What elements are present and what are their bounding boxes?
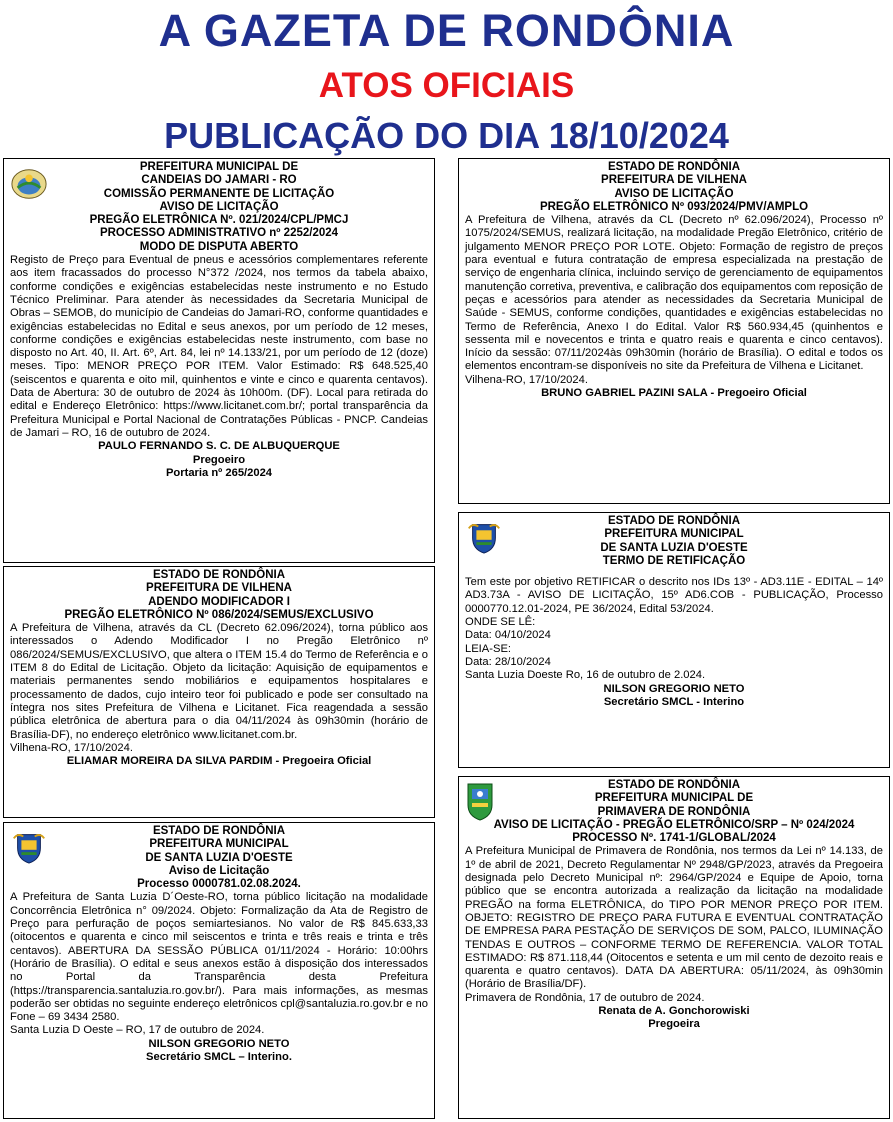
notice-heading: DE SANTA LUZIA D'OESTE (145, 851, 293, 864)
notice-primavera (458, 776, 890, 1119)
notice-heading: PREFEITURA DE VILHENA (601, 174, 747, 187)
signature-name: BRUNO GABRIEL PAZINI SALA - Pregoeiro Oficial (541, 387, 807, 400)
notice-vilhena-adendo (3, 566, 435, 818)
notice-heading: AVISO DE LICITAÇÃO (159, 200, 279, 213)
signature-name: ELIAMAR MOREIRA DA SILVA PARDIM - Pregoeira Oficial (66, 755, 372, 768)
notice-heading: ESTADO DE RONDÔNIA (152, 569, 286, 581)
santa-luzia-coat-of-arms-icon (465, 517, 503, 555)
notice-heading: CANDEIAS DO JAMARI - RO (141, 174, 297, 187)
notice-place-date: Vilhena-RO, 17/10/2024. (465, 373, 588, 386)
notice-place-date: Primavera de Rondônia, 17 de outubro de 2024. (465, 991, 705, 1004)
signature-role: Pregoeira (648, 1018, 700, 1031)
notice-heading: PREGÃO ELETRÔNICO Nº 086/2024/SEMUS/EXCLUSIVO (64, 608, 374, 621)
notice-body: A Prefeitura de Santa Luzia D´Oeste-RO, torna público licitação na modalidade Concorrência Eletrônica n° 09/2024. Objeto: Formalização da Ata de Registro de Preço para perfuração de poços semiartesianos. No valor de R$ 845.633,33 (oitocentos e quarenta e cinco mil seiscentos e trinta e três reais e trinta e três centavos). ABERTURA DA SESSÃO PÚBLICA 01/11/2024 - Horário: 10:00hrs (Horário de Brasília). O edital e seus anexos estão à disposição dos interessados no Portal da Transparência desta Prefeitura (https://transparencia.santaluzia.ro.gov.br/). Para mais informações, as mesmas poderão ser obtidas no seguinte endereço eletrônicos cpl@santaluzia.ro.gov.br e no Fone – 69 3434 2580. (10, 891, 428, 1024)
notice-heading: PROCESSO ADMINISTRATIVO nº 2252/2024 (99, 227, 339, 240)
notice-body: A Prefeitura Municipal de Primavera de Rondônia, nos termos da Lei nº 14.133, de 1º de abril de 2021, Decreto Regulamentar Nº 2948/GP/2023, através da Pregoeira designada pelo Decreto Municipal nº: 2964/GP/2024 e Equipe de Apoio, torna público que se encontra autorizada a realização da licitação na modalidade PREGÃO na forma ELETRÔNICA, do TIPO POR MENOR PREÇO POR ITEM. OBJETO: REGISTRO DE PREÇO PARA FUTURA E EVENTUAL CONTRATAÇÃO DE EMPRESA PARA PESTAÇÃO DE SERVIÇOS DE SOM, PALCO, ILUMINAÇÃO TENDAS E OUTROS – CONFORME TERMO DE REFERENCIA. VALOR TOTAL ESTIMADO: R$ 871.118,44 (Oitocentos e setenta e um mil cento de dezoito reais e quarenta e quatro centavos). DATA DA ABERTURA: 05/11/2024, às 09h30min (Horário de Brasília/DF). (465, 845, 883, 991)
notice-heading: AVISO DE LICITAÇÃO (614, 187, 734, 200)
notice-heading: MODO DE DISPUTA ABERTO (139, 240, 299, 253)
notice-heading: DE SANTA LUZIA D'OESTE (600, 541, 748, 554)
signature-role: Pregoeiro (192, 453, 246, 466)
signature-ordinance: Portaria nº 265/2024 (165, 466, 273, 479)
notice-body: A Prefeitura de Vilhena, através da CL (Decreto nº 62.096/2024), Processo nº 1075/2024/SEMUS, realizará licitação, na modalidade Pregão Eletrônico, critério de julgamento MENOR PREÇO POR LOTE. Objeto: Formação de registro de preços para eventual e futura contratação de empresa especializada na prestação de serviço de engenharia clínica, incluindo serviço de gerenciamento de equipamentos manutenção corretiva, preventiva, e calibração dos equipamentos com reposição de peças e acessórios para atender as necessidades da Secretaria Municipal de Saúde - SEMUS, conforme condições, quantidades e exigências estabelecidas no Termo de Referência, Anexo I do Edital. Valor R$ 560.934,45 (quinhentos e sessenta mil e novecentos e trinta e quatro reais e quarenta e cinco centavos). Início da sessão: 07/11/2024às 09h30min (horário de Brasília). O edital e todos os elementos encontram-se disponíveis no site da Prefeitura de Vilhena e Licitanet. (465, 214, 883, 373)
notice-heading: Aviso de Licitação (168, 864, 270, 877)
notice-heading: ESTADO DE RONDÔNIA (607, 161, 741, 173)
notice-heading: PREFEITURA MUNICIPAL (604, 528, 744, 541)
notice-heading: COMISSÃO PERMANENTE DE LICITAÇÃO (103, 187, 335, 200)
notice-heading: PREGÃO ELETRÔNICO Nº 093/2024/PMV/AMPLO (539, 200, 809, 213)
signature-name: PAULO FERNANDO S. C. DE ALBUQUERQUE (98, 440, 340, 453)
notice-line: LEIA-SE: (465, 642, 512, 655)
notice-heading: PREGÃO ELETRÔNICA Nº. 021/2024/CPL/PMCJ (89, 214, 349, 227)
notice-heading: PREFEITURA MUNICIPAL DE (594, 792, 754, 805)
notice-heading: TERMO DE RETIFICAÇÃO (602, 554, 746, 567)
notice-place-date: Santa Luzia Doeste Ro, 16 de outubro de 2.024. (465, 669, 706, 682)
notice-heading: Processo 0000781.02.08.2024. (137, 878, 301, 891)
signature-role: Secretário SMCL - Interino (603, 695, 745, 708)
signature-role: Secretário SMCL – Interino. (146, 1051, 292, 1064)
notice-heading: AVISO DE LICITAÇÃO - PREGÃO ELETRÔNICO/SRP – Nº 024/2024 (493, 818, 855, 831)
notice-santa-luzia-aviso (3, 822, 435, 1119)
signature-name: Renata de A. Gonchorowiski (598, 1005, 750, 1018)
notice-santa-luzia-retificacao (458, 512, 890, 768)
notice-line: ONDE SE LÊ: (465, 616, 536, 629)
primavera-coat-of-arms-icon (465, 781, 495, 821)
notice-body: A Prefeitura de Vilhena, através da CL (Decreto 62.096/2024), torna público aos interessados o Adendo Modificador I no Pregão Eletrônico nº 086/2024/SEMUS/EXCLUSIVO, que altera o ITEM 15.4 do Termo de Referência e o ITEM 8 do Edital de Licitação. Objeto da licitação: Aquisição de equipamentos e materiais permanentes sendo mobiliários e equipamentos hospitalares e processamento de dados, cujo inteiro teor foi publicado e pode ser consultado na íntegra nos sites Prefeitura de Vilhena e Licitanet. Fica reagendada a sessão pública eletrônica de abertura para o dia 04/11/2024 às 09h30min (horário de Brasília-DF), no endereço eletrônico www.licitanet.com.br. (10, 622, 428, 741)
notice-heading: PROCESSO Nº. 1741-1/GLOBAL/2024 (572, 832, 776, 845)
publication-date-line: PUBLICAÇÃO DO DIA 18/10/2024 (164, 115, 729, 156)
notice-heading: PREFEITURA DE VILHENA (146, 582, 292, 595)
notice-heading: PREFEITURA MUNICIPAL (149, 838, 289, 851)
notice-line: Data: 04/10/2024 (465, 629, 551, 642)
notice-vilhena-pregao (458, 158, 890, 504)
notice-place-date: Vilhena-RO, 17/10/2024. (10, 741, 133, 754)
notice-heading: ESTADO DE RONDÔNIA (607, 779, 741, 791)
santa-luzia-coat-of-arms-icon (10, 827, 48, 865)
notice-heading: ADENDO MODIFICADOR I (148, 595, 290, 608)
notice-heading: ESTADO DE RONDÔNIA (607, 515, 741, 527)
notice-heading: PRIMAVERA DE RONDÔNIA (597, 805, 751, 818)
notice-line: Data: 28/10/2024 (465, 655, 551, 668)
notice-body: Registo de Preço para Eventual de pneus e acessórios complementares referente aos item fracassados do processo N°372 /2024, nos termos da tabela abaixo, conforme condições e exigências estabelecidas neste instrumento e no Estudo Técnico Preliminar. Para atender às necessidades da Secretaria Municipal de Obras – SEMOB, do município de Candeias do Jamari-RO, conforme quantidades e exigências estabelecidas no Edital e seus anexos, por um período de 12 meses, conforme condições e exigências estabelecidas neste instrumento, com base no disposto no Art. 40, II. Art. 6º, Art. 84, lei nº 14.133/21, por um período de 12 (doze) meses. Tipo: MENOR PREÇO POR ITEM. Valor Estimado: R$ 648.525,40 (seiscentos e quarenta e oito mil, quinhentos e vinte e cinco e quarenta centavos). Data de Abertura: 30 de outubro de 2024 às 10h00m. (DF). Local para retirada do edital e Endereço Eletrônico: https://www.licitanet.com.br/; portal transparência da Prefeitura Municipal e Portal Nacional de Contratações Públicas - PNCP. Candeias de Jamari – RO, 16 de outubro de 2024. (10, 254, 428, 439)
signature-name: NILSON GREGORIO NETO (603, 682, 745, 695)
notice-body: Tem este por objetivo RETIFICAR o descrito nos IDs 13º - AD3.11E - EDITAL – 14º AD3.73A - AVISO DE LICITAÇÃO, 15º AD6.COB - PUBLICAÇÃO, Processo 0000770.12.01-2024, PE 36/2024, Edital 53/2024. (465, 576, 883, 615)
candeias-coat-of-arms-icon (10, 165, 48, 203)
notice-candeias (3, 158, 435, 563)
section-title: ATOS OFICIAIS (318, 66, 575, 105)
notice-place-date: Santa Luzia D Oeste – RO, 17 de outubro de 2024. (10, 1024, 265, 1037)
newspaper-title: A GAZETA DE RONDÔNIA (158, 5, 735, 56)
notice-heading: PREFEITURA MUNICIPAL DE (139, 161, 299, 173)
signature-name: NILSON GREGORIO NETO (148, 1037, 290, 1050)
notice-heading: ESTADO DE RONDÔNIA (152, 825, 286, 837)
